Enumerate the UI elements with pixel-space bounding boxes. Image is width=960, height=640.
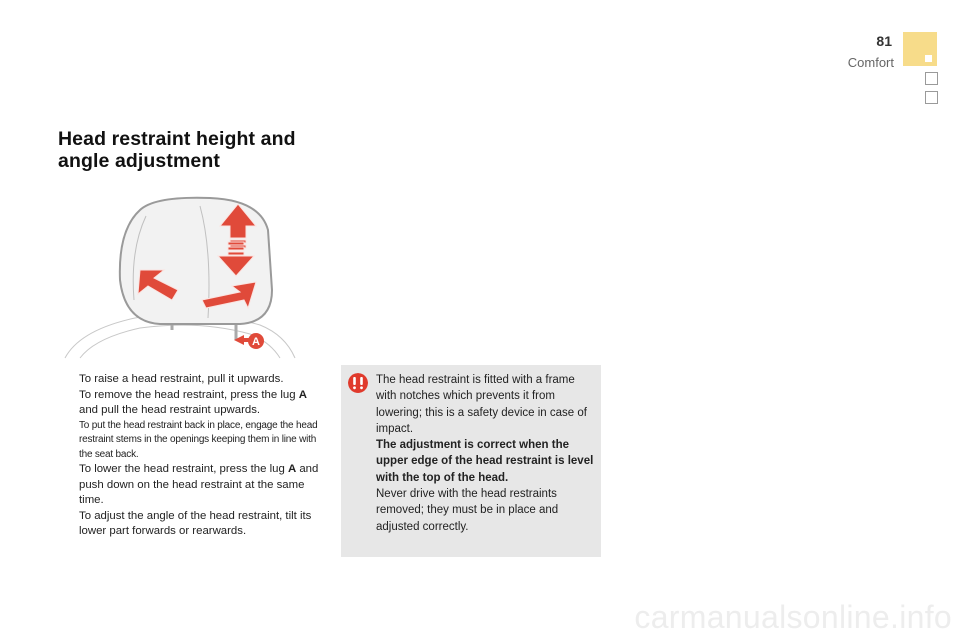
list-item: To raise a head restraint, pull it upwards. — [79, 373, 284, 385]
warning-paragraph-3: Never drive with the head restraints removed; they must be in place and adjusted correctly. — [376, 488, 559, 533]
tab-marker-icon — [925, 55, 932, 62]
head-restraint-illustration — [60, 190, 300, 360]
list-item: To put the head restraint back in place, engage the head restraint stems in the openings keeping them in line with the seat back. — [79, 419, 318, 460]
warning-paragraph-2: The adjustment is correct when the upper edge of the head restraint is level with the top of the head. — [376, 439, 594, 484]
page-title — [58, 128, 296, 172]
section-tab-active[interactable] — [903, 32, 937, 66]
list-item: To adjust the angle of the head restraint, tilt its lower part forwards or rearwards. — [79, 509, 312, 537]
warning-paragraph-1: The head restraint is fitted with a frame with notches which prevents it from lowering; this is a safety device in case of impact. — [376, 374, 587, 435]
section-name: Comfort — [847, 55, 894, 70]
list-item: To lower the head restraint, press the lug A and push down on the head restraint at the same time. — [79, 463, 319, 506]
page-number: 81 — [876, 33, 892, 49]
list-item: To remove the head restraint, press the lug A and pull the head restraint upwards. — [79, 388, 307, 416]
title-line-1: Head restraint height and — [58, 128, 296, 150]
warning-text — [376, 372, 596, 535]
section-tab[interactable] — [925, 72, 938, 85]
section-tab[interactable] — [925, 91, 938, 104]
watermark: carmanualsonline.info — [634, 599, 952, 635]
lug-label: A — [252, 336, 260, 348]
exclamation-icon — [348, 373, 368, 393]
title-line-2: angle adjustment — [58, 150, 220, 172]
instruction-list — [60, 372, 322, 540]
